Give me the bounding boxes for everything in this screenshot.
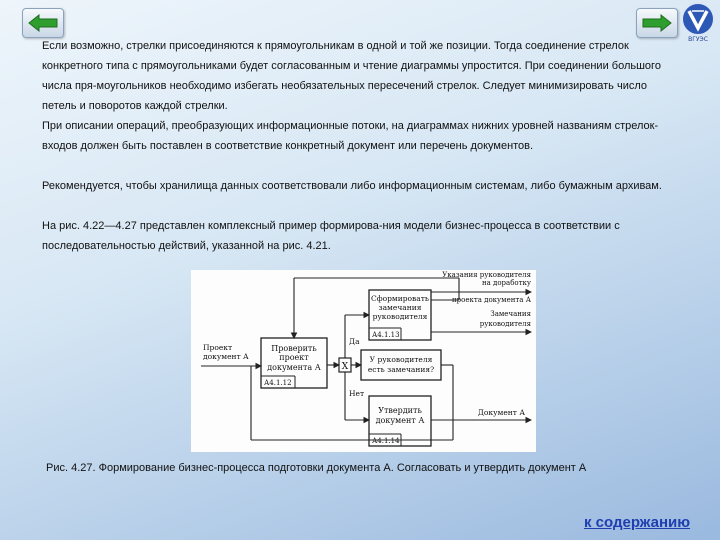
approve-box-line: документ А [375, 416, 425, 425]
question-line: У руководителя [369, 355, 433, 364]
arrow-right-icon [642, 14, 672, 32]
check-box-id: А4.1.12 [264, 379, 292, 387]
remarks-box-id: А4.1.13 [372, 331, 400, 339]
logo-text: ВГУЭС [688, 36, 708, 42]
table-of-contents-link[interactable]: к содержанию [584, 514, 691, 531]
back-button[interactable] [22, 8, 64, 38]
remarks-out-label: Замечания [490, 310, 531, 318]
rework-label: Указания руководителя [442, 271, 531, 279]
junction-label: X [341, 362, 349, 372]
doc-out-label: Документ А [477, 408, 525, 417]
question-line: есть замечания? [367, 365, 435, 374]
remarks-box-line: замечания [378, 303, 422, 312]
check-box-line: Проверить [271, 344, 317, 353]
yes-label: Да [349, 337, 360, 346]
remarks-box-line: Сформировать [370, 294, 430, 303]
university-emblem-icon [680, 2, 716, 42]
paragraph: Рекомендуется, чтобы хранилища данных соответствовали либо информационным системам, либо бумажным архивам. [42, 180, 662, 192]
rework-label: на доработку [481, 279, 531, 287]
approve-box-line: Утвердить [378, 406, 422, 415]
paragraph: При описании операций, преобразующих информационные потоки, на диаграммах нижних уровней названиям стрелок-входов должен быть поставлен в соответствие конкретный документ или перечень документов. [42, 120, 659, 152]
forward-button[interactable] [636, 8, 678, 38]
figure-caption: Рис. 4.27. Формирование бизнес-процесса подготовки документа А. Согласовать и утвердить документ А [46, 462, 587, 474]
idef0-diagram [191, 270, 536, 452]
remarks-out-label: руководителя [479, 320, 531, 328]
paragraph: Если возможно, стрелки присоединяются к прямоугольникам в одной и той же позиции. Тогда соединение стрелок конкретного типа с прямоугольниками будет согласованным и чтение диаграммы упростится. При соединении большого числа пря-моугольников необходимо избегать необязательных пересечений стрелок. Следует минимизировать число петель и поворотов каждой стрелки. [42, 40, 661, 112]
check-box-line: документа А [267, 363, 321, 372]
no-label: Нет [349, 389, 365, 398]
input-label: Проект [203, 343, 233, 352]
approve-box-id: А4.1.14 [372, 437, 400, 445]
check-box-line: проект [279, 353, 309, 362]
rework-label: проекта документа А [452, 296, 531, 304]
input-label: документ А [203, 352, 249, 361]
paragraph: На рис. 4.22—4.27 представлен комплексный пример формирова-ния модели бизнес-процесса в соответствии с последовательностью действий, указанной на рис. 4.21. [42, 220, 620, 252]
remarks-box-line: руководителя [372, 312, 428, 321]
arrow-left-icon [28, 14, 58, 32]
